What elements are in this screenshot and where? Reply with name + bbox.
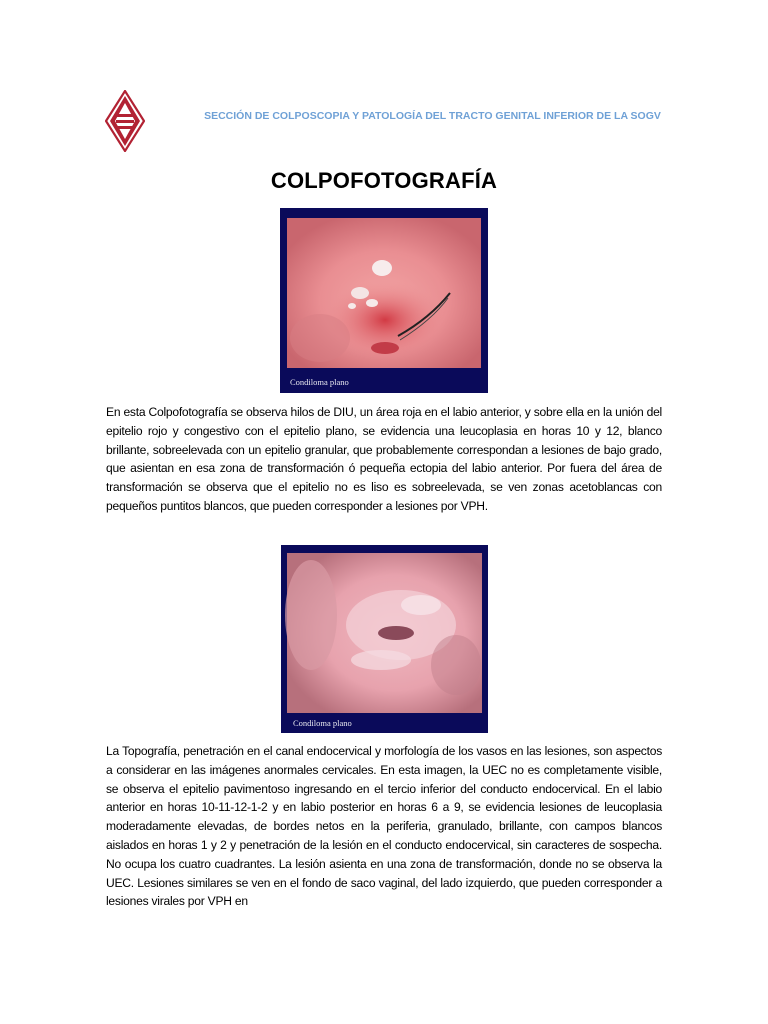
organization-header: SECCIÓN DE COLPOSCOPIA Y PATOLOGÍA DEL TRACTO GENITAL INFERIOR DE LA SOGV (204, 110, 661, 122)
colposcopy-photo-2 (281, 545, 488, 733)
figure-caption: Condiloma plano (290, 377, 349, 387)
figure-caption: Condiloma plano (293, 718, 352, 728)
diamond-emblem-icon (105, 90, 145, 152)
colposcopy-photo-icon (280, 208, 488, 393)
page-title: COLPOFOTOGRAFÍA (270, 168, 498, 193)
paragraph-2: La Topografía, penetración en el canal endocervical y morfología de los vasos en las lesiones, son aspectos a considerar en las imágenes anormales cervicales. En esta imagen, la UEC no es completamente visible, se observa el epitelio pavimentoso ingresando en el tercio inferior del conducto endocervical. En el labio anterior en horas 10-11-12-1-2 y en labio posterior en horas 6 a 9, se evidencia lesiones de leucoplasia moderadamente elevadas, de bordes netos en la periferia, granulado, brillante, con campos blancos aislados en horas 1 y 2 y penetración de la lesión en el conducto endocervical, sin caracteres de sospecha. No ocupa los cuatro cuadrantes. La lesión asienta en una zona de transformación, donde no se observa la UEC. Lesiones similares se ven en el fondo de saco vaginal, del lado izquierdo, que pueden corresponder a lesiones virales por VPH en (106, 744, 662, 909)
colposcopy-photo-icon (281, 545, 488, 733)
colposcopy-photo-1 (280, 208, 488, 393)
paragraph-1: En esta Colpofotografía se observa hilos de DIU, un área roja en el labio anterior, y sobre ella en la unión del epitelio rojo y congestivo con el epitelio plano, se evidencia una leucoplasia en horas 10 y 12, blanco brillante, sobreelevada con un epitelio granular, que probablemente correspondan a lesiones de bajo grado, que asientan en esa zona de transformación ó pequeña ectopia del labio anterior. Por fuera del área de transformación se observa que el epitelio no es liso es sobreelevada, se ven zonas acetoblancas con pequeños puntitos blancos, que pueden corresponder a lesiones por VPH. (106, 405, 662, 513)
